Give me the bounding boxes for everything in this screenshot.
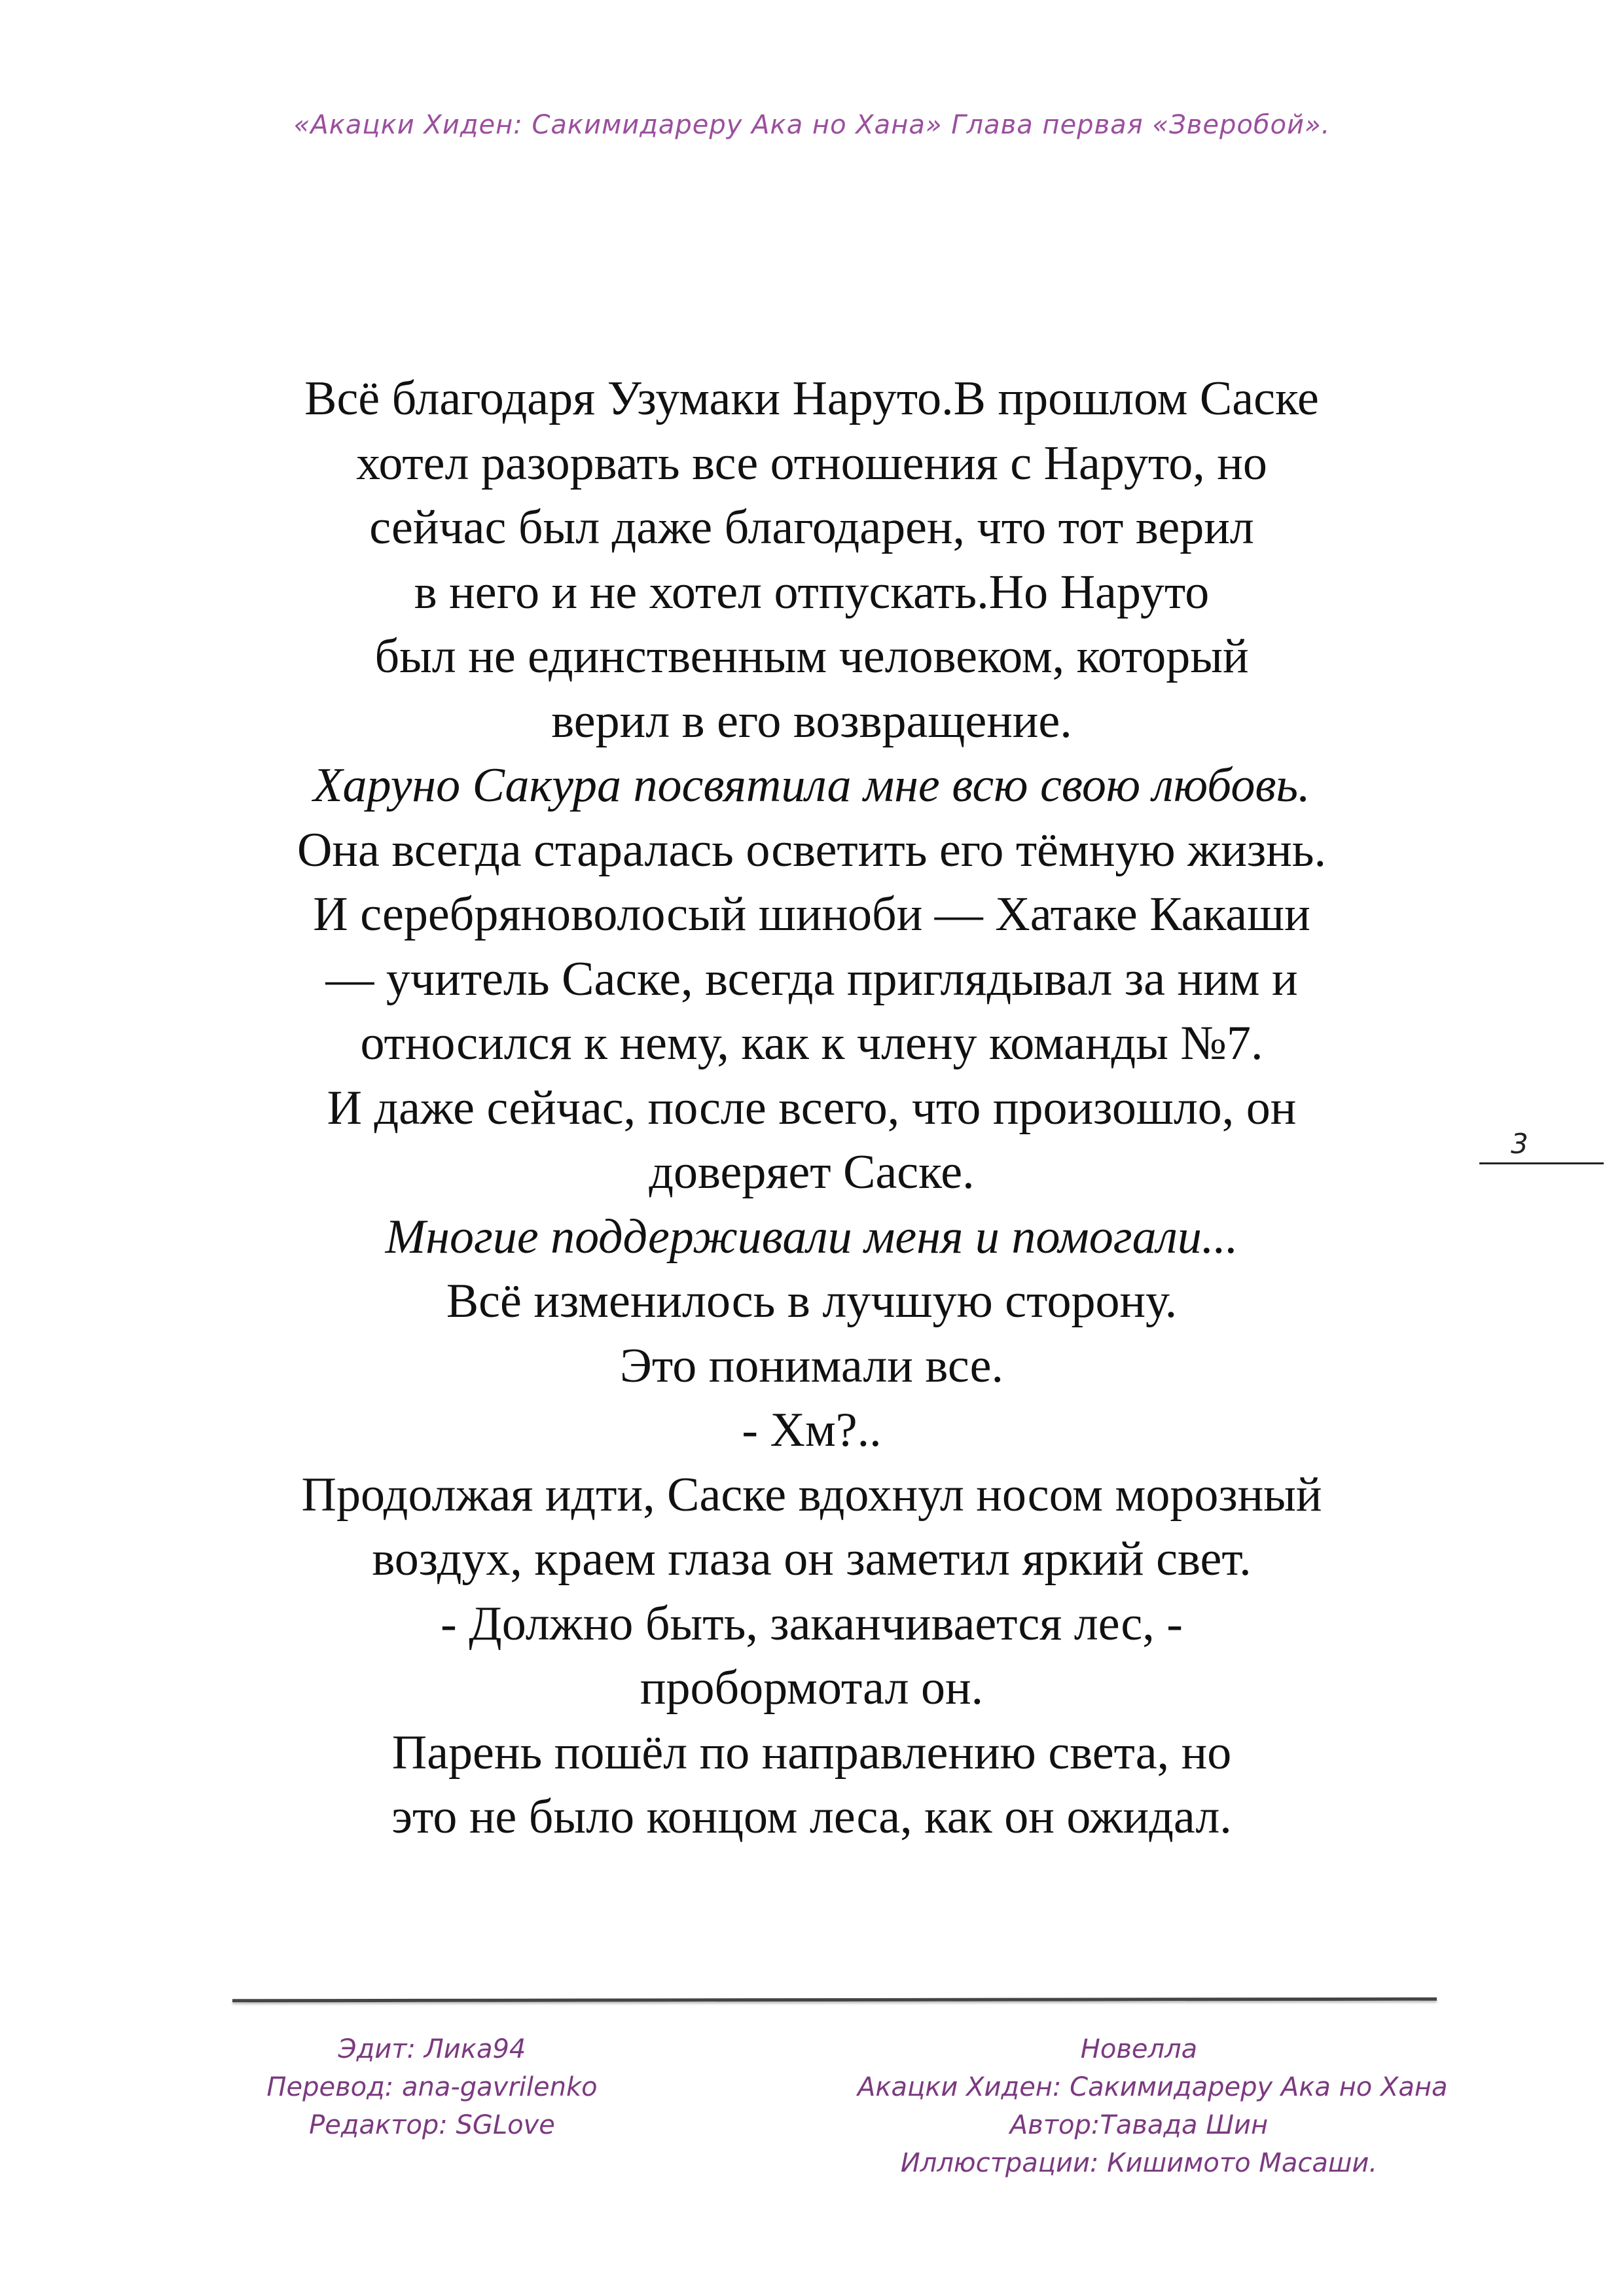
credit-editor: Эдит: Лика94 xyxy=(338,2034,526,2064)
body-line-thought: Харуно Сакура посвятила мне всю свою любовь. xyxy=(313,759,1310,812)
body-line: Парень пошёл по направлению света, но xyxy=(391,1725,1232,1780)
credits-left xyxy=(236,2030,628,2144)
body-line: Всё благодаря Узумаки Наруто.В прошлом Саске xyxy=(304,372,1319,425)
body-line: И серебряноволосый шиноби — Хатаке Какаши xyxy=(313,888,1310,941)
body-line: воздух, краем глаза он заметил яркий свет. xyxy=(372,1532,1252,1586)
credit-title: Акацки Хиден: Сакимидареру Ака но Хана xyxy=(857,2072,1448,2102)
body-line: хотел разорвать все отношения с Наруто, но xyxy=(356,436,1267,490)
body-line: относился к нему, как к члену команды №7. xyxy=(360,1016,1263,1070)
body-text xyxy=(118,367,1506,1850)
body-line: Всё изменилось в лучшую сторону. xyxy=(446,1274,1178,1328)
body-line-thought: Многие поддерживали меня и помогали... xyxy=(385,1210,1238,1264)
body-line: был не единственным человеком, который xyxy=(374,630,1249,683)
credit-translator: Перевод: ana-gavrilenko xyxy=(266,2072,598,2102)
credit-author: Автор:Тавада Шин xyxy=(1009,2110,1269,2140)
body-line: Она всегда старалась осветить его тёмную жизнь. xyxy=(297,823,1327,877)
body-line: верил в его возвращение. xyxy=(551,694,1072,748)
body-line: — учитель Саске, всегда приглядывал за ним и xyxy=(325,952,1298,1006)
page-number: 3 xyxy=(1479,1126,1604,1164)
credit-illustrations: Иллюстрации: Кишимото Масаши. xyxy=(900,2148,1378,2178)
body-line: - Должно быть, заканчивается лес, - xyxy=(441,1596,1183,1651)
footer-divider xyxy=(232,1998,1437,2003)
body-line: доверяет Саске. xyxy=(649,1145,975,1199)
body-line: И даже сейчас, после всего, что произошло, он xyxy=(327,1081,1297,1135)
body-line: сейчас был даже благодарен, что тот верил xyxy=(369,501,1254,554)
body-line: это не было концом леса, как он ожидал. xyxy=(391,1790,1232,1844)
body-line: пробормотал он. xyxy=(640,1661,984,1715)
credit-redactor: Редактор: SGLove xyxy=(309,2110,555,2140)
credits-right xyxy=(857,2030,1448,2182)
body-line: Продолжая идти, Саске вдохнул носом морозный xyxy=(301,1467,1322,1522)
body-line: в него и не хотел отпускать.Но Наруто xyxy=(414,565,1210,619)
chapter-header: «Акацки Хиден: Сакимидареру Ака но Хана» Глава первая «Зверобой». xyxy=(293,110,1331,140)
credit-genre: Новелла xyxy=(1080,2034,1198,2064)
body-line: Это понимали все. xyxy=(620,1338,1003,1393)
body-line: - Хм?.. xyxy=(742,1403,882,1457)
